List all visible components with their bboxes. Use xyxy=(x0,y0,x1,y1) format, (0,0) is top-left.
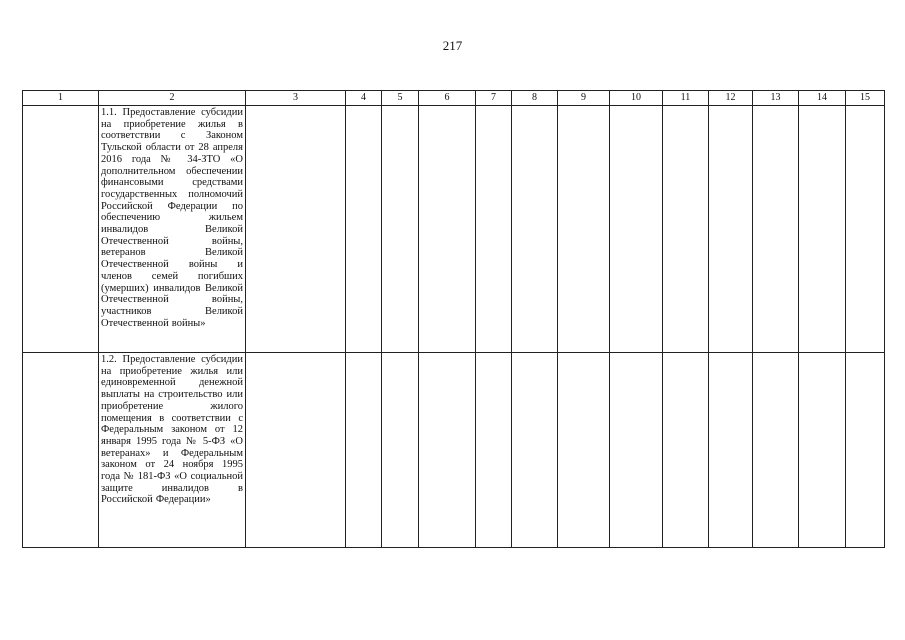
table-cell xyxy=(753,353,799,548)
column-header: 9 xyxy=(558,91,610,106)
table-cell xyxy=(476,106,512,353)
column-header: 14 xyxy=(799,91,846,106)
column-header: 3 xyxy=(246,91,346,106)
data-table xyxy=(22,90,885,548)
table-cell xyxy=(99,106,246,353)
column-header: 7 xyxy=(476,91,512,106)
table-cell xyxy=(558,106,610,353)
table-cell xyxy=(99,353,246,548)
row-description: 1.2. Предоставление субсидии на приобретение жилья или единовременной денежной выплаты на строительство или приобретение жилого помещения в соответствии с Федеральным законом от 12 января 1995 года № 5-ФЗ «О ветеранах» и Федеральным законом от 24 ноября 1995 года № 181-ФЗ «О социальной защите инвалидов в Российской Федерации» xyxy=(101,354,243,506)
table-row xyxy=(23,106,885,353)
table-cell xyxy=(382,353,419,548)
table-row xyxy=(23,353,885,548)
table-cell xyxy=(558,353,610,548)
table-cell xyxy=(346,353,382,548)
table-cell xyxy=(753,106,799,353)
table-cell xyxy=(346,106,382,353)
column-header: 1 xyxy=(23,91,99,106)
table-cell xyxy=(610,353,663,548)
table-cell xyxy=(846,106,885,353)
table-cell xyxy=(799,106,846,353)
table-cell xyxy=(476,353,512,548)
table-cell xyxy=(246,353,346,548)
column-header: 5 xyxy=(382,91,419,106)
column-header: 15 xyxy=(846,91,885,106)
table-cell xyxy=(709,106,753,353)
column-header: 12 xyxy=(709,91,753,106)
table-cell xyxy=(246,106,346,353)
table-cell xyxy=(709,353,753,548)
column-header: 8 xyxy=(512,91,558,106)
table-cell xyxy=(419,106,476,353)
table-cell xyxy=(512,106,558,353)
column-header: 6 xyxy=(419,91,476,106)
table-cell xyxy=(23,353,99,548)
table-cell xyxy=(663,106,709,353)
table-cell xyxy=(512,353,558,548)
column-header: 2 xyxy=(99,91,246,106)
table-cell xyxy=(382,106,419,353)
column-header: 11 xyxy=(663,91,709,106)
column-header: 10 xyxy=(610,91,663,106)
table-cell xyxy=(846,353,885,548)
column-header: 4 xyxy=(346,91,382,106)
row-description: 1.1. Предоставление субсидии на приобретение жилья в соответствии с Законом Тульской области от 28 апреля 2016 года № 34-ЗТО «О дополнительном обеспечении финансовыми средствами государственных полномочий Российской Федерации по обеспечению жильем инвалидов Великой Отечественной войны, ветеранов Великой Отечественной войны и членов семей погибших (умерших) инвалидов Великой Отечественной войны, участников Великой Отечественной войны» xyxy=(101,107,243,329)
column-header: 13 xyxy=(753,91,799,106)
table-cell xyxy=(23,106,99,353)
table-cell xyxy=(610,106,663,353)
table-header-row xyxy=(23,91,885,106)
table-cell xyxy=(419,353,476,548)
table-cell xyxy=(799,353,846,548)
table-cell xyxy=(663,353,709,548)
page-number: 217 xyxy=(442,38,463,53)
